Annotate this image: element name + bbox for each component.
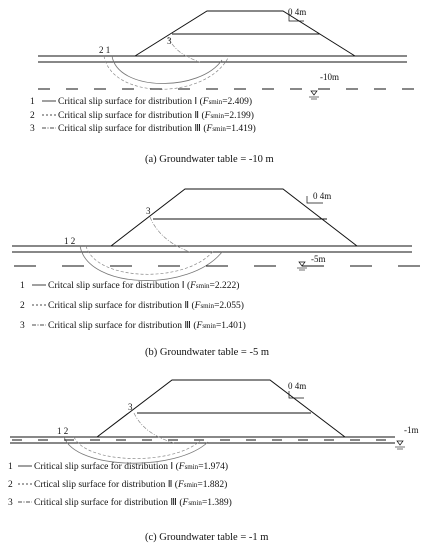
- legend-a: [30, 96, 256, 134]
- panel-c: [8, 380, 419, 543]
- water-level-label: -5m: [311, 254, 326, 264]
- water-level-label: -1m: [404, 425, 419, 435]
- slip-surface-3: [134, 413, 174, 443]
- legend-item: Critical slip surface for distribution Ⅲ (Fsmin=1.401): [48, 321, 246, 331]
- legend-item: Critical slip surface for distribution Ⅰ (Fsmin=2.409): [58, 97, 253, 107]
- slip-surface-3: [168, 37, 200, 62]
- slip-surface-2: [86, 246, 214, 274]
- legend-item: Critical slip surface for distribution Ⅱ (Fsmin=2.199): [58, 111, 254, 121]
- panel-b: [12, 189, 424, 358]
- legend-c: [8, 461, 232, 508]
- slip-labels-left: 1 2: [57, 426, 69, 436]
- slip-surface-1: [112, 56, 222, 84]
- slip-surface-3: [150, 217, 190, 252]
- legend-num: 1: [30, 97, 35, 107]
- panel-a: [30, 7, 416, 165]
- legend-num: 3: [30, 124, 35, 134]
- slip-label-top: 3: [146, 206, 151, 216]
- slip-label-top: 3: [128, 402, 133, 412]
- legend-item: Critcal slip surface for distribution Ⅰ (Fsmin=2.222): [48, 281, 240, 291]
- legend-item: Critical slip surface for distribution Ⅱ (Fsmin=2.055): [48, 301, 244, 311]
- legend-item: Crtical slip surface for distribution Ⅱ (Fsmin=1.882): [34, 480, 228, 490]
- water-level-label: -10m: [320, 72, 339, 82]
- legend-item: Critical slip surface for distribution Ⅲ (Fsmin=1.419): [58, 124, 256, 134]
- legend-b: [20, 280, 246, 331]
- legend-item: Critical slip surface for distribution Ⅲ (Fsmin=1.389): [34, 498, 232, 508]
- caption-a: (a) Groundwater table = -10 m: [145, 154, 274, 165]
- water-table-symbol: [309, 91, 319, 99]
- legend-num: 2: [8, 480, 13, 490]
- scale-label: 0 4m: [288, 7, 307, 17]
- slip-surface-1: [80, 246, 222, 281]
- water-table-symbol: [395, 441, 405, 449]
- embankment-outline: [97, 380, 345, 437]
- slip-label-top: 3: [167, 36, 172, 46]
- slip-surface-1: [64, 437, 208, 463]
- legend-num: 3: [8, 498, 13, 508]
- scale-bar: [289, 391, 304, 398]
- legend-num: 3: [20, 321, 25, 331]
- scale-label: 0 4m: [288, 381, 307, 391]
- embankment-outline: [135, 11, 355, 56]
- legend-num: 1: [8, 462, 13, 472]
- slip-labels-left: 2 1: [99, 45, 111, 55]
- legend-num: 2: [30, 111, 35, 121]
- caption-c: (c) Groundwater table = -1 m: [145, 532, 269, 543]
- legend-num: 1: [20, 281, 25, 291]
- legend-num: 2: [20, 301, 25, 311]
- scale-label: 0 4m: [313, 191, 332, 201]
- slip-labels-left: 1 2: [64, 236, 76, 246]
- caption-b: (b) Groundwater table = -5 m: [145, 347, 270, 358]
- legend-item: Critical slip surface for distribution Ⅰ (Fsmin=1.974): [34, 462, 229, 472]
